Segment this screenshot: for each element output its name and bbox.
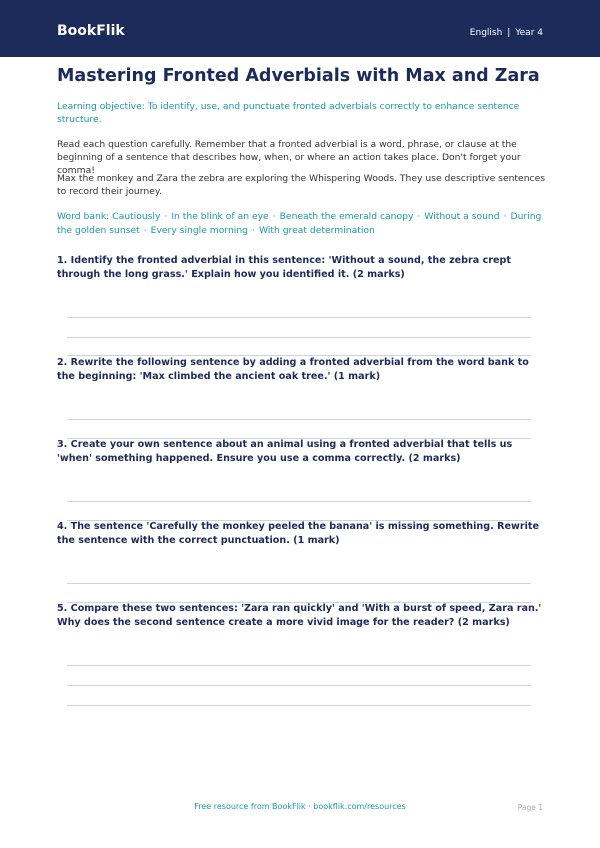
word-bank-item: Every single morning <box>150 224 249 236</box>
word-bank-label: Word bank: <box>57 211 110 222</box>
subject-label: English <box>469 28 503 38</box>
brand-logo[interactable]: BookFlik <box>57 23 125 39</box>
instructions-paragraph: Read each question carefully. Remember that a fronted adverbial is a word, phrase, or clause at the beginning of a sentence that describes how, when, or where an action takes place. Don't forget your comma! <box>57 139 521 176</box>
question-4: 4. The sentence 'Carefully the monkey peeled the banana' is missing something. Rewrite the sentence with the correct punctuation. (1 mark) <box>57 521 539 546</box>
question-1: 1. Identify the fronted adverbial in this sentence: 'Without a sound, the zebra crept through the long grass.' Explain how you identified it. (2 marks) <box>57 255 511 280</box>
word-bank-item: In the blink of an eye <box>171 211 269 222</box>
word-bank-item: Cautiously <box>112 211 161 222</box>
footer-text[interactable]: Free resource from BookFlik · bookflik.com/resources <box>194 802 406 811</box>
subject-year-label <box>470 28 543 38</box>
page-header <box>0 0 600 57</box>
story-paragraph: Max the monkey and Zara the zebra are exploring the Whispering Woods. They use descriptive sentences to record their journey. <box>57 173 546 197</box>
header-separator: | <box>507 28 511 38</box>
learning-objective: Learning objective: To identify, use, and punctuate fronted adverbials correctly to enhance sentence structure. <box>57 101 520 125</box>
answer-line[interactable] <box>67 317 531 318</box>
word-bank-item: During the golden sunset <box>57 211 542 236</box>
answer-line[interactable] <box>67 685 531 686</box>
year-label: Year 4 <box>515 28 543 38</box>
answer-line[interactable] <box>67 665 531 666</box>
answer-line[interactable] <box>67 501 531 502</box>
word-bank-item: With great determination <box>258 224 375 236</box>
question-3: 3. Create your own sentence about an animal using a fronted adverbial that tells us 'when' something happened. Ensure you use a comma correctly. (2 marks) <box>57 439 513 464</box>
word-bank: Word bank: Cautiously · In the blink of an eye · Beneath the emerald canopy · Without a sound · During the golden sunset · Every single morning · With great determination <box>57 211 542 236</box>
answer-line[interactable] <box>67 337 531 338</box>
page-number: Page 1 <box>517 803 543 812</box>
page-title: Mastering Fronted Adverbials with Max and Zara <box>57 66 540 86</box>
word-bank-item: Beneath the emerald canopy <box>279 211 414 222</box>
question-2: 2. Rewrite the following sentence by adding a fronted adverbial from the word bank to the beginning: 'Max climbed the ancient oak tree.' (1 mark) <box>57 357 529 382</box>
answer-line[interactable] <box>67 419 531 420</box>
answer-line[interactable] <box>67 583 531 584</box>
answer-line[interactable] <box>67 705 531 706</box>
word-bank-item: Without a sound <box>424 211 500 222</box>
question-5: 5. Compare these two sentences: 'Zara ran quickly' and 'With a burst of speed, Zara ran.' Why does the second sentence create a more vivid image for the reader? (2 marks) <box>57 603 542 628</box>
